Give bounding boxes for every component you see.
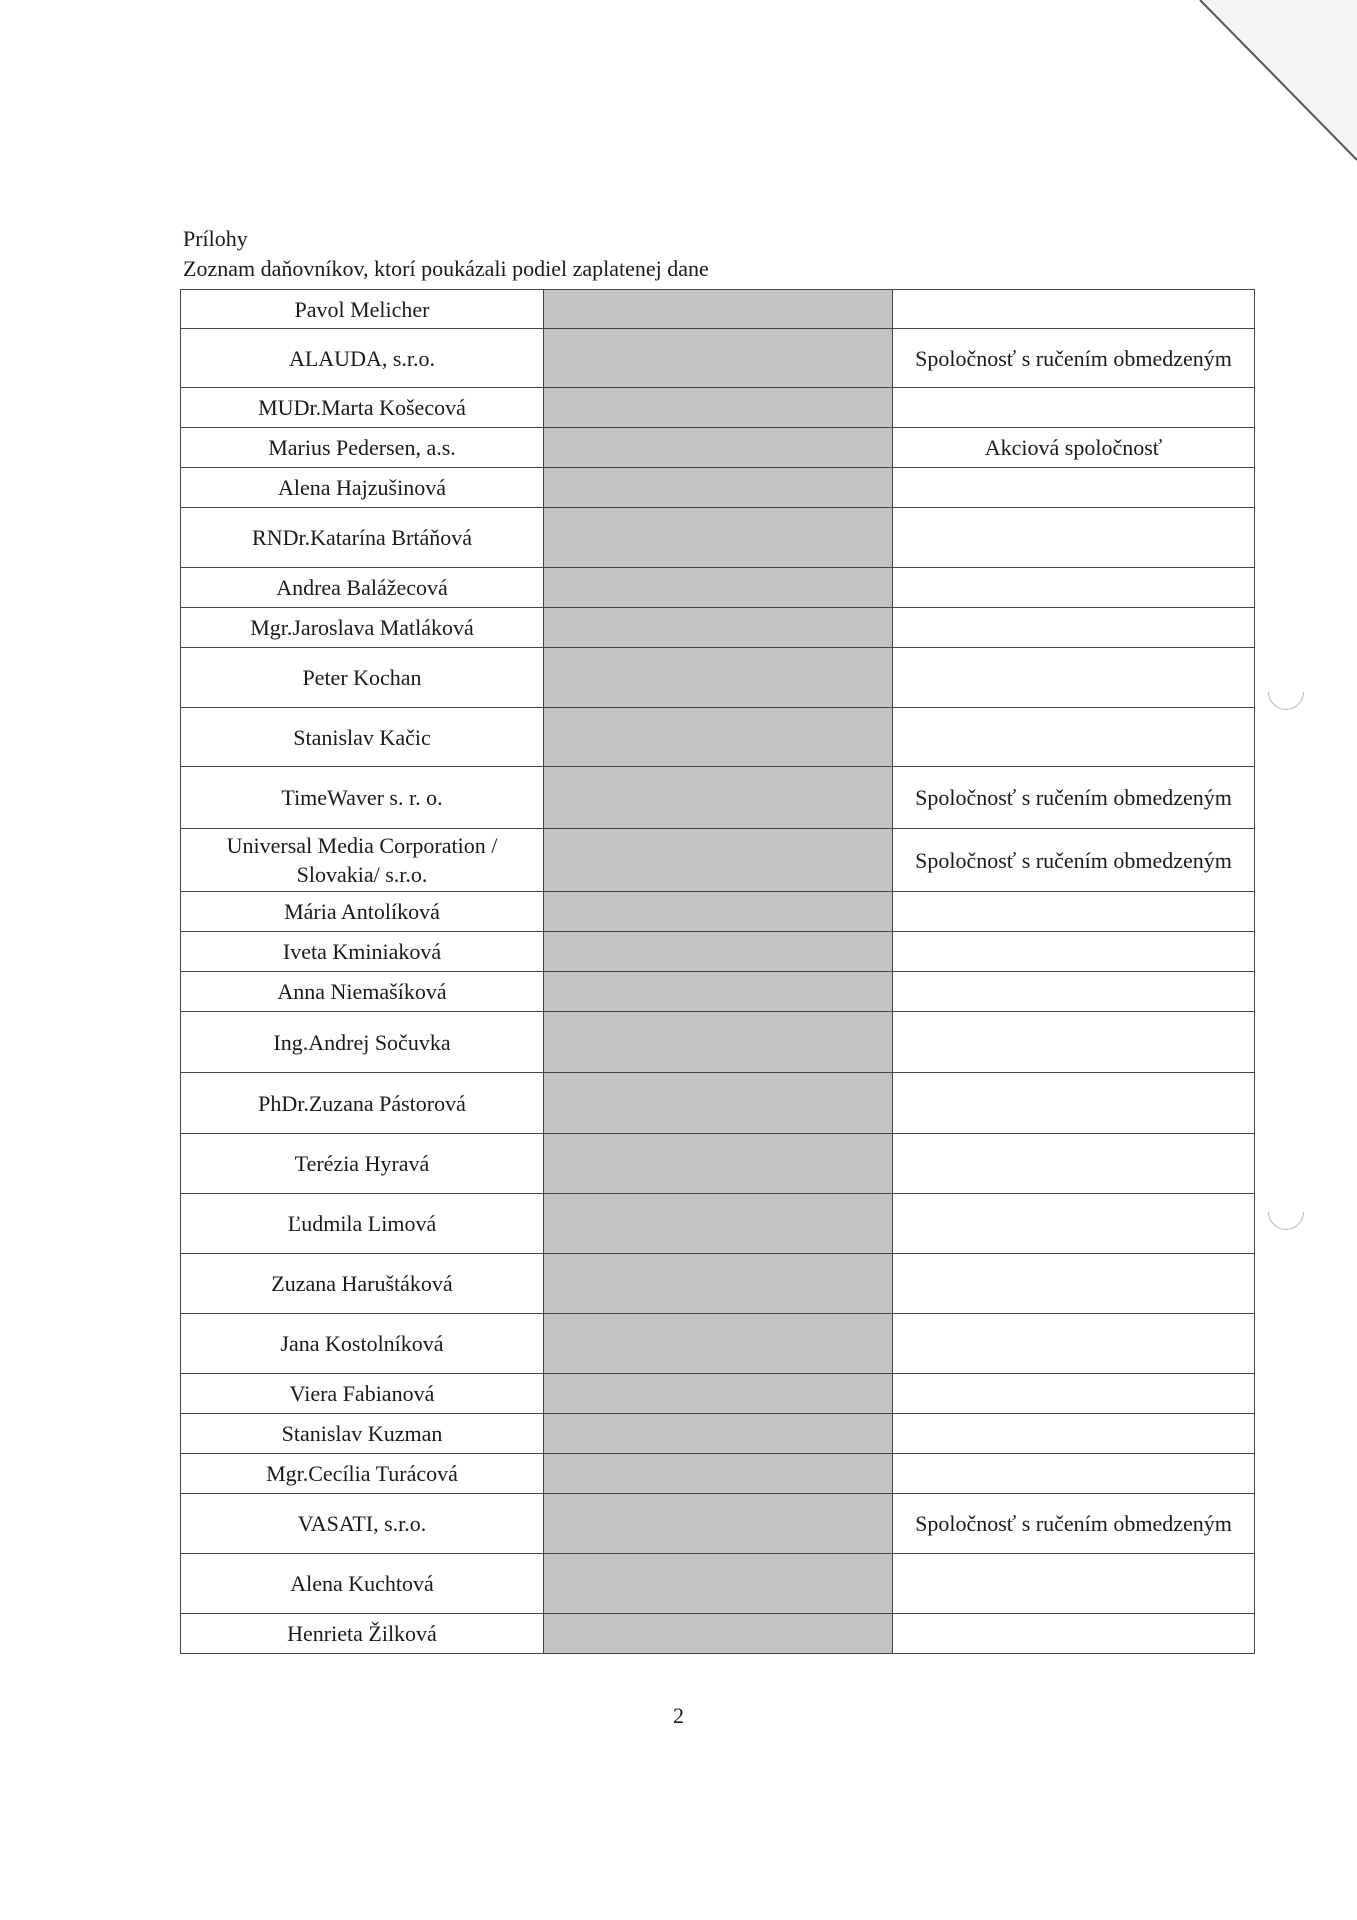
redacted-cell xyxy=(544,972,893,1012)
taxpayer-name-cell: Mária Antolíková xyxy=(181,892,544,932)
punch-hole-mark xyxy=(1261,667,1312,718)
legal-form-cell xyxy=(893,1314,1255,1374)
redacted-cell xyxy=(544,1012,893,1073)
legal-form-cell xyxy=(893,1414,1255,1454)
legal-form-cell: Akciová spoločnosť xyxy=(893,428,1255,468)
legal-form-cell: Spoločnosť s ručením obmedzeným xyxy=(893,829,1255,892)
taxpayer-name-cell: MUDr.Marta Košecová xyxy=(181,388,544,428)
table-row xyxy=(181,767,1255,829)
table-row xyxy=(181,972,1255,1012)
list-subtitle: Zoznam daňovníkov, ktorí poukázali podiel zaplatenej dane xyxy=(183,256,709,281)
redacted-cell xyxy=(544,829,893,892)
taxpayer-name-cell: Alena Kuchtová xyxy=(181,1554,544,1614)
redacted-cell xyxy=(544,1254,893,1314)
taxpayer-table-body xyxy=(181,290,1255,1654)
table-row xyxy=(181,468,1255,508)
redacted-cell xyxy=(544,767,893,829)
table-row xyxy=(181,329,1255,388)
table-row xyxy=(181,1134,1255,1194)
legal-form-cell xyxy=(893,1073,1255,1134)
redacted-cell xyxy=(544,708,893,767)
redacted-cell xyxy=(544,329,893,388)
redacted-cell xyxy=(544,1134,893,1194)
redacted-cell xyxy=(544,568,893,608)
table-row xyxy=(181,1454,1255,1494)
taxpayer-name-cell: VASATI, s.r.o. xyxy=(181,1494,544,1554)
taxpayer-name-cell: Viera Fabianová xyxy=(181,1374,544,1414)
taxpayer-table xyxy=(180,289,1255,1654)
redacted-cell xyxy=(544,1414,893,1454)
legal-form-cell xyxy=(893,1194,1255,1254)
taxpayer-name-cell: Stanislav Kuzman xyxy=(181,1414,544,1454)
redacted-cell xyxy=(544,1614,893,1654)
legal-form-cell xyxy=(893,608,1255,648)
heading-block xyxy=(183,224,709,284)
redacted-cell xyxy=(544,1494,893,1554)
taxpayer-name-cell: Pavol Melicher xyxy=(181,290,544,329)
redacted-cell xyxy=(544,1073,893,1134)
taxpayer-name-cell: PhDr.Zuzana Pástorová xyxy=(181,1073,544,1134)
taxpayer-name-cell: Iveta Kminiaková xyxy=(181,932,544,972)
legal-form-cell xyxy=(893,648,1255,708)
taxpayer-name-cell: Ing.Andrej Sočuvka xyxy=(181,1012,544,1073)
table-row xyxy=(181,708,1255,767)
taxpayer-name-cell: Henrieta Žilková xyxy=(181,1614,544,1654)
legal-form-cell xyxy=(893,1012,1255,1073)
legal-form-cell xyxy=(893,1374,1255,1414)
table-row xyxy=(181,648,1255,708)
legal-form-cell xyxy=(893,1254,1255,1314)
redacted-cell xyxy=(544,388,893,428)
redacted-cell xyxy=(544,1314,893,1374)
table-row xyxy=(181,1012,1255,1073)
redacted-cell xyxy=(544,1194,893,1254)
taxpayer-name-cell: Stanislav Kačic xyxy=(181,708,544,767)
taxpayer-name-cell: RNDr.Katarína Brtáňová xyxy=(181,508,544,568)
redacted-cell xyxy=(544,1374,893,1414)
table-row xyxy=(181,1614,1255,1654)
taxpayer-name-cell: Mgr.Jaroslava Matláková xyxy=(181,608,544,648)
taxpayer-name-cell: Terézia Hyravá xyxy=(181,1134,544,1194)
punch-hole-mark xyxy=(1261,1187,1312,1238)
taxpayer-name-cell: Peter Kochan xyxy=(181,648,544,708)
table-row xyxy=(181,1073,1255,1134)
legal-form-cell xyxy=(893,708,1255,767)
legal-form-cell xyxy=(893,290,1255,329)
table-row xyxy=(181,932,1255,972)
legal-form-cell xyxy=(893,1554,1255,1614)
table-row xyxy=(181,1494,1255,1554)
legal-form-cell xyxy=(893,508,1255,568)
table-row xyxy=(181,388,1255,428)
table-row xyxy=(181,608,1255,648)
taxpayer-name-cell: Alena Hajzušinová xyxy=(181,468,544,508)
redacted-cell xyxy=(544,468,893,508)
taxpayer-name-cell: ALAUDA, s.r.o. xyxy=(181,329,544,388)
table-row xyxy=(181,428,1255,468)
redacted-cell xyxy=(544,648,893,708)
taxpayer-name-cell: Mgr.Cecília Turácová xyxy=(181,1454,544,1494)
table-row xyxy=(181,568,1255,608)
taxpayer-name-cell: Ľudmila Limová xyxy=(181,1194,544,1254)
legal-form-cell xyxy=(893,1134,1255,1194)
table-row xyxy=(181,892,1255,932)
legal-form-cell xyxy=(893,1614,1255,1654)
table-row xyxy=(181,1554,1255,1614)
taxpayer-name-cell: Anna Niemašíková xyxy=(181,972,544,1012)
redacted-cell xyxy=(544,508,893,568)
legal-form-cell xyxy=(893,932,1255,972)
taxpayer-table-wrap xyxy=(180,289,1234,1654)
taxpayer-name-cell: Andrea Balážecová xyxy=(181,568,544,608)
redacted-cell xyxy=(544,290,893,329)
table-row xyxy=(181,1374,1255,1414)
table-row xyxy=(181,1194,1255,1254)
attachments-title: Prílohy xyxy=(183,226,248,251)
redacted-cell xyxy=(544,608,893,648)
page-number: 2 xyxy=(673,1703,684,1728)
taxpayer-name-cell: Jana Kostolníková xyxy=(181,1314,544,1374)
taxpayer-name-cell: Zuzana Haruštáková xyxy=(181,1254,544,1314)
redacted-cell xyxy=(544,1454,893,1494)
table-row xyxy=(181,1254,1255,1314)
legal-form-cell xyxy=(893,388,1255,428)
taxpayer-name-cell: Universal Media Corporation / Slovakia/ s.r.o. xyxy=(181,829,544,892)
table-row xyxy=(181,508,1255,568)
legal-form-cell xyxy=(893,568,1255,608)
taxpayer-name-cell: Marius Pedersen, a.s. xyxy=(181,428,544,468)
redacted-cell xyxy=(544,892,893,932)
table-row xyxy=(181,829,1255,892)
legal-form-cell xyxy=(893,892,1255,932)
legal-form-cell: Spoločnosť s ručením obmedzeným xyxy=(893,767,1255,829)
legal-form-cell: Spoločnosť s ručením obmedzeným xyxy=(893,329,1255,388)
taxpayer-name-cell: TimeWaver s. r. o. xyxy=(181,767,544,829)
table-row xyxy=(181,1314,1255,1374)
table-row xyxy=(181,290,1255,329)
legal-form-cell: Spoločnosť s ručením obmedzeným xyxy=(893,1494,1255,1554)
legal-form-cell xyxy=(893,1454,1255,1494)
redacted-cell xyxy=(544,932,893,972)
table-row xyxy=(181,1414,1255,1454)
legal-form-cell xyxy=(893,972,1255,1012)
redacted-cell xyxy=(544,1554,893,1614)
redacted-cell xyxy=(544,428,893,468)
legal-form-cell xyxy=(893,468,1255,508)
